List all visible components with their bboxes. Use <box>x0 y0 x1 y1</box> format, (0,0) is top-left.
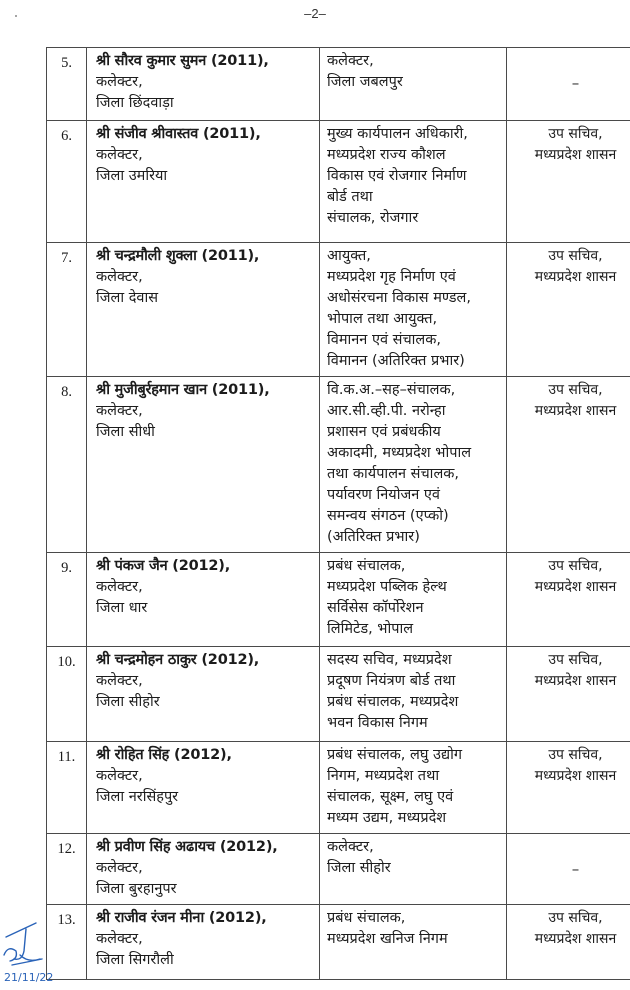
current-posting-line: जिला नरसिंहपुर <box>96 789 179 805</box>
new-posting-line: सदस्य सचिव, मध्यप्रदेश <box>327 652 452 668</box>
serial-number: 9. <box>47 553 87 647</box>
rank-line: उप सचिव, <box>548 910 603 926</box>
current-posting-line: कलेक्टर, <box>96 860 143 876</box>
rank-cell <box>507 905 630 980</box>
rank-line: मध्यप्रदेश शासन <box>534 673 617 689</box>
current-posting-line: जिला धार <box>96 600 148 616</box>
current-posting-line: जिला सीहोर <box>96 694 160 710</box>
rank-line: मध्यप्रदेश शासन <box>534 931 617 947</box>
new-posting-line: मध्यप्रदेश पब्लिक हेल्थ <box>327 579 447 595</box>
serial-number: 7. <box>47 243 87 377</box>
officer-cell <box>87 121 320 243</box>
new-posting-line: विमानन एवं संचालक, <box>327 332 441 348</box>
current-posting-line: जिला उमरिया <box>96 168 168 184</box>
rank-cell <box>507 647 630 742</box>
serial-number: 11. <box>47 742 87 834</box>
rank-cell <box>507 834 630 905</box>
new-posting-line: कलेक्टर, <box>327 839 374 855</box>
new-posting-line: मध्यप्रदेश गृह निर्माण एवं <box>327 269 456 285</box>
officer-cell <box>87 553 320 647</box>
serial-number: 12. <box>47 834 87 905</box>
rank-cell <box>507 48 630 121</box>
new-posting-cell <box>320 834 507 905</box>
new-posting-line: जिला सीहोर <box>327 860 391 876</box>
new-posting-line: भोपाल तथा आयुक्त, <box>327 311 438 327</box>
serial-number: 13. <box>47 905 87 980</box>
table-row <box>47 647 630 742</box>
new-posting-line: प्रबंध संचालक, <box>327 558 406 574</box>
rank-line: उप सचिव, <box>548 747 603 763</box>
new-posting-line: प्रबंध संचालक, लघु उद्योग <box>327 747 463 763</box>
officer-name: श्री मुजीबुर्रहमान खान (2011), <box>96 382 270 398</box>
new-posting-line: अकादमी, मध्यप्रदेश भोपाल <box>327 445 472 461</box>
new-posting-line: समन्वय संगठन (एप्को) <box>327 508 449 524</box>
table-row <box>47 48 630 121</box>
signature-mark <box>2 915 62 987</box>
new-posting-line: विमानन (अतिरिक्त प्रभार) <box>327 353 465 369</box>
rank-line: मध्यप्रदेश शासन <box>534 269 617 285</box>
new-posting-line: वि.क.अ.–सह–संचालक, <box>327 382 456 398</box>
posting-table <box>46 47 630 980</box>
officer-name: श्री रोहित सिंह (2012), <box>96 747 232 763</box>
officer-name: श्री राजीव रंजन मीना (2012), <box>96 910 267 926</box>
new-posting-line: संचालक, रोजगार <box>327 210 419 226</box>
new-posting-line: प्रबंध संचालक, <box>327 910 406 926</box>
new-posting-line: सर्विसेस कॉर्पोरेशन <box>327 600 424 616</box>
current-posting-line: कलेक्टर, <box>96 673 143 689</box>
officer-cell <box>87 48 320 121</box>
new-posting-cell <box>320 742 507 834</box>
current-posting-line: कलेक्टर, <box>96 403 143 419</box>
new-posting-line: निगम, मध्यप्रदेश तथा <box>327 768 440 784</box>
new-posting-line: प्रशासन एवं प्रबंधकीय <box>327 424 441 440</box>
table-row <box>47 553 630 647</box>
rank-line: मध्यप्रदेश शासन <box>534 579 617 595</box>
new-posting-cell <box>320 647 507 742</box>
rank-line: उप सचिव, <box>548 558 603 574</box>
current-posting-line: जिला छिंदवाड़ा <box>96 95 174 111</box>
current-posting-line: जिला देवास <box>96 290 159 306</box>
new-posting-line: अधोसंरचना विकास मण्डल, <box>327 290 471 306</box>
new-posting-line: पर्यावरण नियोजन एवं <box>327 487 440 503</box>
new-posting-line: संचालक, सूक्ष्म, लघु एवं <box>327 789 454 805</box>
new-posting-cell <box>320 553 507 647</box>
table-row <box>47 905 630 980</box>
current-posting-line: जिला सीधी <box>96 424 155 440</box>
table-row <box>47 834 630 905</box>
table-row <box>47 121 630 243</box>
officer-cell <box>87 905 320 980</box>
rank-line: उप सचिव, <box>548 382 603 398</box>
new-posting-cell <box>320 905 507 980</box>
table-row <box>47 377 630 553</box>
officer-cell <box>87 742 320 834</box>
officer-name: श्री संजीव श्रीवास्तव (2011), <box>96 126 261 142</box>
new-posting-line: आर.सी.व्ही.पी. नरोन्हा <box>327 403 446 419</box>
new-posting-line: मुख्य कार्यपालन अधिकारी, <box>327 126 468 142</box>
officer-cell <box>87 243 320 377</box>
current-posting-line: कलेक्टर, <box>96 579 143 595</box>
officer-cell <box>87 377 320 553</box>
current-posting-line: कलेक्टर, <box>96 74 143 90</box>
new-posting-line: प्रबंध संचालक, मध्यप्रदेश <box>327 694 459 710</box>
new-posting-line: भवन विकास निगम <box>327 715 428 731</box>
officer-name: श्री पंकज जैन (2012), <box>96 558 231 574</box>
rank-line: मध्यप्रदेश शासन <box>534 403 617 419</box>
rank-line: उप सचिव, <box>548 126 603 142</box>
new-posting-line: जिला जबलपुर <box>327 74 403 90</box>
no-rank-dash: – <box>571 860 580 878</box>
current-posting-line: कलेक्टर, <box>96 931 143 947</box>
new-posting-cell <box>320 48 507 121</box>
page-number: –2– <box>304 6 326 21</box>
new-posting-line: कलेक्टर, <box>327 53 374 69</box>
rank-line: उप सचिव, <box>548 652 603 668</box>
serial-number: 8. <box>47 377 87 553</box>
serial-number: 5. <box>47 48 87 121</box>
new-posting-line: तथा कार्यपालन संचालक, <box>327 466 460 482</box>
rank-cell <box>507 243 630 377</box>
officer-name: श्री प्रवीण सिंह अढायच (2012), <box>96 839 278 855</box>
new-posting-line: लिमिटेड, भोपाल <box>327 621 414 637</box>
rank-cell <box>507 553 630 647</box>
officer-name: श्री चन्द्रमौली शुक्ला (2011), <box>96 248 260 264</box>
new-posting-line: आयुक्त, <box>327 248 371 264</box>
new-posting-line: बोर्ड तथा <box>327 189 373 205</box>
table-row <box>47 742 630 834</box>
officer-cell <box>87 834 320 905</box>
new-posting-line: मध्यप्रदेश राज्य कौशल <box>327 147 446 163</box>
rank-cell <box>507 742 630 834</box>
no-rank-dash: – <box>571 74 580 92</box>
new-posting-cell <box>320 121 507 243</box>
current-posting-line: कलेक्टर, <box>96 269 143 285</box>
rank-line: मध्यप्रदेश शासन <box>534 147 617 163</box>
current-posting-line: जिला बुरहानुपर <box>96 881 177 897</box>
current-posting-line: कलेक्टर, <box>96 768 143 784</box>
current-posting-line: कलेक्टर, <box>96 147 143 163</box>
new-posting-line: प्रदूषण नियंत्रण बोर्ड तथा <box>327 673 456 689</box>
new-posting-cell <box>320 243 507 377</box>
rank-cell <box>507 377 630 553</box>
rank-line: मध्यप्रदेश शासन <box>534 768 617 784</box>
current-posting-line: जिला सिगरौली <box>96 952 174 968</box>
officer-name: श्री सौरव कुमार सुमन (2011), <box>96 53 269 69</box>
new-posting-line: मध्यम उद्यम, मध्यप्रदेश <box>327 810 447 826</box>
serial-number: 10. <box>47 647 87 742</box>
officer-name: श्री चन्द्रमोहन ठाकुर (2012), <box>96 652 260 668</box>
table-row <box>47 243 630 377</box>
new-posting-line: विकास एवं रोजगार निर्माण <box>327 168 467 184</box>
rank-line: उप सचिव, <box>548 248 603 264</box>
new-posting-cell <box>320 377 507 553</box>
serial-number: 6. <box>47 121 87 243</box>
officer-cell <box>87 647 320 742</box>
new-posting-line: (अतिरिक्त प्रभार) <box>327 529 420 545</box>
rank-cell <box>507 121 630 243</box>
new-posting-line: मध्यप्रदेश खनिज निगम <box>327 931 448 947</box>
signature-date: 21/11/22 <box>4 971 54 984</box>
